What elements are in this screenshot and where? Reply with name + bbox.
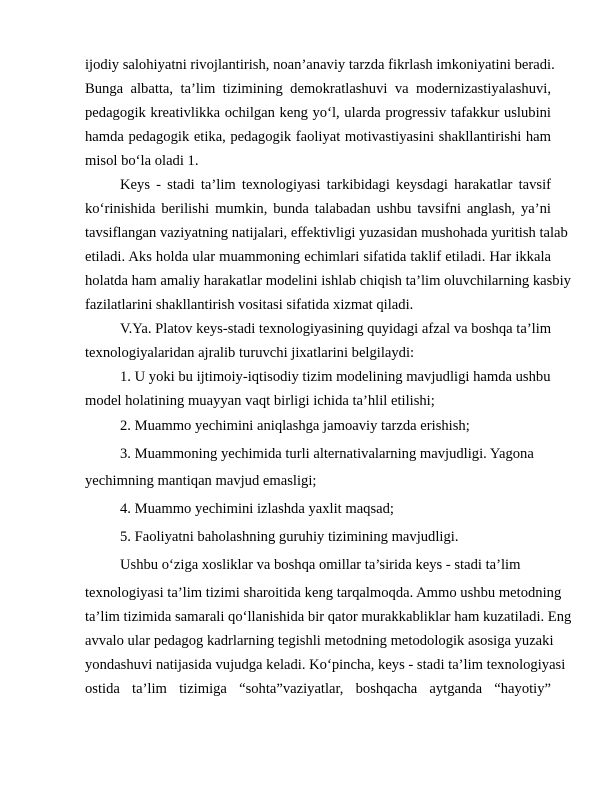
list-item-3-line-1: 3. Muammoning yechimida turli alternativalarning mavjudligi. Yagona	[120, 446, 534, 462]
paragraph-3-line-1: V.Ya. Platov keys-stadi texnologiyasining quyidagi afzal va boshqa ta’lim	[120, 321, 552, 337]
paragraph-4-line-2: texnologiyasi ta’lim tizimi sharoitida keng tarqalmoqda. Ammo ushbu metodning	[85, 585, 562, 601]
list-item-2: 2. Muammo yechimini aniqlashga jamoaviy tarzda erishish;	[120, 418, 470, 434]
list-item-1-line-1: 1. U yoki bu ijtimoiy-iqtisodiy tizim modelining mavjudligi hamda ushbu	[120, 369, 551, 385]
paragraph-2-line-1: Keys - stadi ta’lim texnologiyasi tarkibidagi keysdagi harakatlar tavsif	[120, 177, 551, 193]
paragraph-4-line-1: Ushbu o‘ziga xosliklar va boshqa omillar ta’sirida keys - stadi ta’lim	[120, 557, 521, 573]
paragraph-2-line-2: ko‘rinishida berilishi mumkin, bunda talabadan ushbu tavsifni anglash, ya’ni	[85, 201, 551, 217]
paragraph-4-line-4: avvalo ular pedagog kadrlarning tegishli metodning metodologik asosiga yuzaki	[85, 633, 554, 649]
paragraph-3-line-2: texnologiyalaridan ajralib turuvchi jixatlarini belgilaydi:	[85, 345, 415, 361]
paragraph-4-line-6: ostida ta’lim tizimiga “sohta”vaziyatlar, boshqacha aytganda “hayotiy”	[85, 681, 551, 697]
list-item-1-line-2: model holatining muayyan vaqt birligi ichida ta’hlil etilishi;	[85, 393, 435, 409]
paragraph-1-line-1: ijodiy salohiyatni rivojlantirish, noan’anaviy tarzda fikrlash imkoniyatini beradi.	[85, 57, 555, 73]
list-item-5: 5. Faoliyatni baholashning guruhiy tizimining mavjudligi.	[120, 529, 459, 545]
paragraph-1-line-5: misol bo‘la oladi 1.	[85, 153, 199, 169]
paragraph-4-line-3: ta’lim tizimida samarali qo‘llanishida bir qator murakkabliklar ham kuzatiladi. Eng	[85, 609, 572, 625]
paragraph-1-line-2: Bunga albatta, ta’lim tizimining demokratlashuvi va modernizastiyalashuvi,	[85, 81, 551, 97]
paragraph-2-line-6: fazilatlarini shakllantirish vositasi sifatida xizmat qiladi.	[85, 297, 414, 313]
paragraph-2-line-4: etiladi. Aks holda ular muammoning echimlari sifatida taklif etiladi. Har ikkala	[85, 249, 551, 265]
paragraph-2-line-5: holatda ham amaliy harakatlar modelini ishlab chiqish ta’lim oluvchilarning kasbiy	[85, 273, 571, 289]
paragraph-1-line-4: hamda pedagogik etika, pedagogik faoliyat motivastiyasini shakllantirishi ham	[85, 129, 551, 145]
paragraph-1-line-3: pedagogik kreativlikka ochilgan keng yo‘l, ularda progressiv tafakkur uslubini	[85, 105, 551, 121]
paragraph-2-line-3: tavsiflangan vaziyatning natijalari, effektivligi yuzasidan mushohada yuritish talab	[85, 225, 568, 241]
paragraph-4-line-5: yondashuvi natijasida vujudga keladi. Ko‘pincha, keys - stadi ta’lim texnologiyasi	[85, 657, 566, 673]
list-item-4: 4. Muammo yechimini izlashda yaxlit maqsad;	[120, 501, 394, 517]
list-item-3-line-2: yechimning mantiqan mavjud emasligi;	[85, 473, 317, 489]
